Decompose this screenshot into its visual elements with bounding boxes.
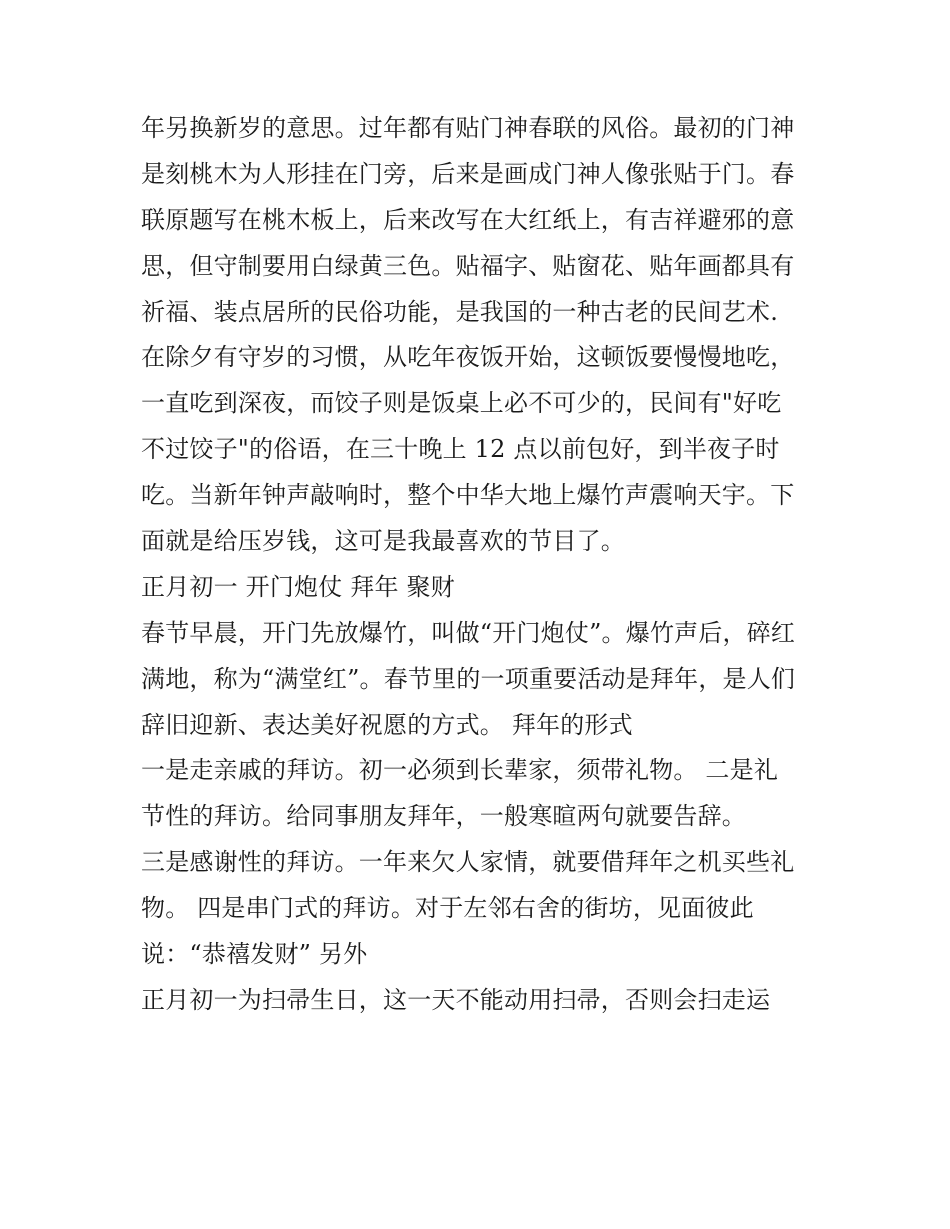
text-line: 辞旧迎新、表达美好祝愿的方式。 拜年的形式 xyxy=(141,710,633,739)
text-line: 一直吃到深夜，而饺子则是饭桌上必不可少的，民间有"好吃 xyxy=(141,389,782,418)
text-line: 不过饺子"的俗语，在三十晚上 12 点以前包好，到半夜子时 xyxy=(141,435,780,464)
text-line: 面就是给压岁钱，这可是我最喜欢的节目了。 xyxy=(141,527,625,556)
text-line: 三是感谢性的拜访。一年来欠人家情，就要借拜年之机买些礼 xyxy=(141,848,795,877)
text-line: 在除夕有守岁的习惯，从吃年夜饭开始，这顿饭要慢慢地吃， xyxy=(141,343,795,372)
text-line: 联原题写在桃木板上，后来改写在大红纸上，有吉祥避邪的意 xyxy=(141,205,795,234)
text-line: 一是走亲戚的拜访。初一必须到长辈家，须带礼物。 二是礼 xyxy=(141,756,779,785)
text-line: 祈福、装点居所的民俗功能，是我国的一种古老的民间艺术. xyxy=(141,297,779,326)
text-line: 节性的拜访。给同事朋友拜年，一般寒暄两句就要告辞。 xyxy=(141,802,746,831)
text-line: 思，但守制要用白绿黄三色。贴福字、贴窗花、贴年画都具有 xyxy=(141,251,795,280)
section-heading: 正月初一 开门炮仗 拜年 聚财 xyxy=(141,572,455,601)
document-body xyxy=(141,106,831,1024)
text-line: 吃。当新年钟声敲响时，整个中华大地上爆竹声震响天宇。下 xyxy=(141,481,795,510)
text-line: 物。 四是串门式的拜访。对于左邻右舍的街坊，见面彼此 xyxy=(141,894,754,923)
text-line: 说：“恭禧发财” 另外 xyxy=(141,940,368,969)
text-line: 是刻桃木为人形挂在门旁，后来是画成门神人像张贴于门。春 xyxy=(141,159,795,188)
text-line: 春节早晨，开门先放爆竹，叫做“开门炮仗”。爆竹声后，碎红 xyxy=(141,618,796,647)
text-line: 正月初一为扫帚生日，这一天不能动用扫帚，否则会扫走运 xyxy=(141,985,771,1014)
text-line: 满地，称为“满堂红”。春节里的一项重要活动是拜年，是人们 xyxy=(141,664,796,693)
text-line: 年另换新岁的意思。过年都有贴门神春联的风俗。最初的门神 xyxy=(141,114,795,142)
